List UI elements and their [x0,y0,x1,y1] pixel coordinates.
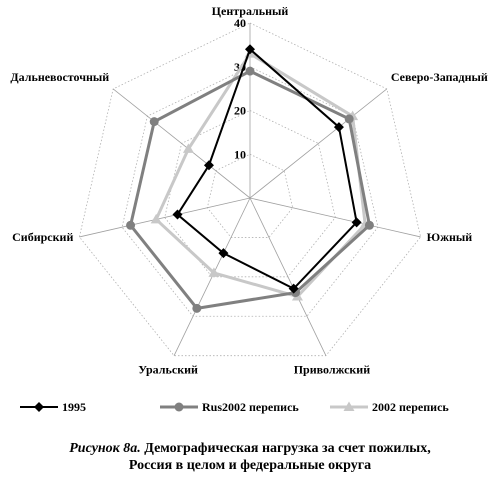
data-point [365,221,374,230]
series-2002 перепись [151,48,371,300]
chart-legend [20,400,449,414]
legend-marker [175,403,184,412]
category-label: Центральный [211,4,289,18]
legend-item [20,400,86,414]
tick-label: 40 [234,16,246,30]
tick-label: 10 [234,147,246,162]
figure-caption [0,440,500,474]
caption-figure-number: Рисунок 8а. [69,441,141,456]
series-line [156,54,365,297]
category-label: Сибирский [12,229,74,244]
category-label: Южный [426,229,473,244]
legend-label: 2002 перепись [372,400,449,414]
legend-label: 1995 [62,400,86,414]
data-point [204,160,214,170]
category-label: Дальневосточный [10,69,110,84]
axis-spoke [250,198,421,237]
series-line [177,49,356,288]
category-label: Северо-Западный [390,69,488,84]
legend-item [330,400,449,414]
category-label: Уральский [138,362,198,377]
legend-marker [34,402,44,412]
data-point [345,114,354,123]
legend-item [160,400,299,414]
tick-label: 20 [234,103,246,118]
data-point [126,221,135,230]
data-point [150,117,159,126]
chart-labels [10,4,487,377]
legend-label: Rus2002 перепись [202,400,299,414]
tick-label: 30 [234,59,246,74]
category-label: Приволжский [293,362,371,377]
data-point [246,67,255,76]
caption-line-2: Россия в целом и федеральные округа [128,458,372,473]
data-point [192,304,201,313]
caption-line-1: Демографическая нагрузка за счет пожилых, [144,441,431,456]
